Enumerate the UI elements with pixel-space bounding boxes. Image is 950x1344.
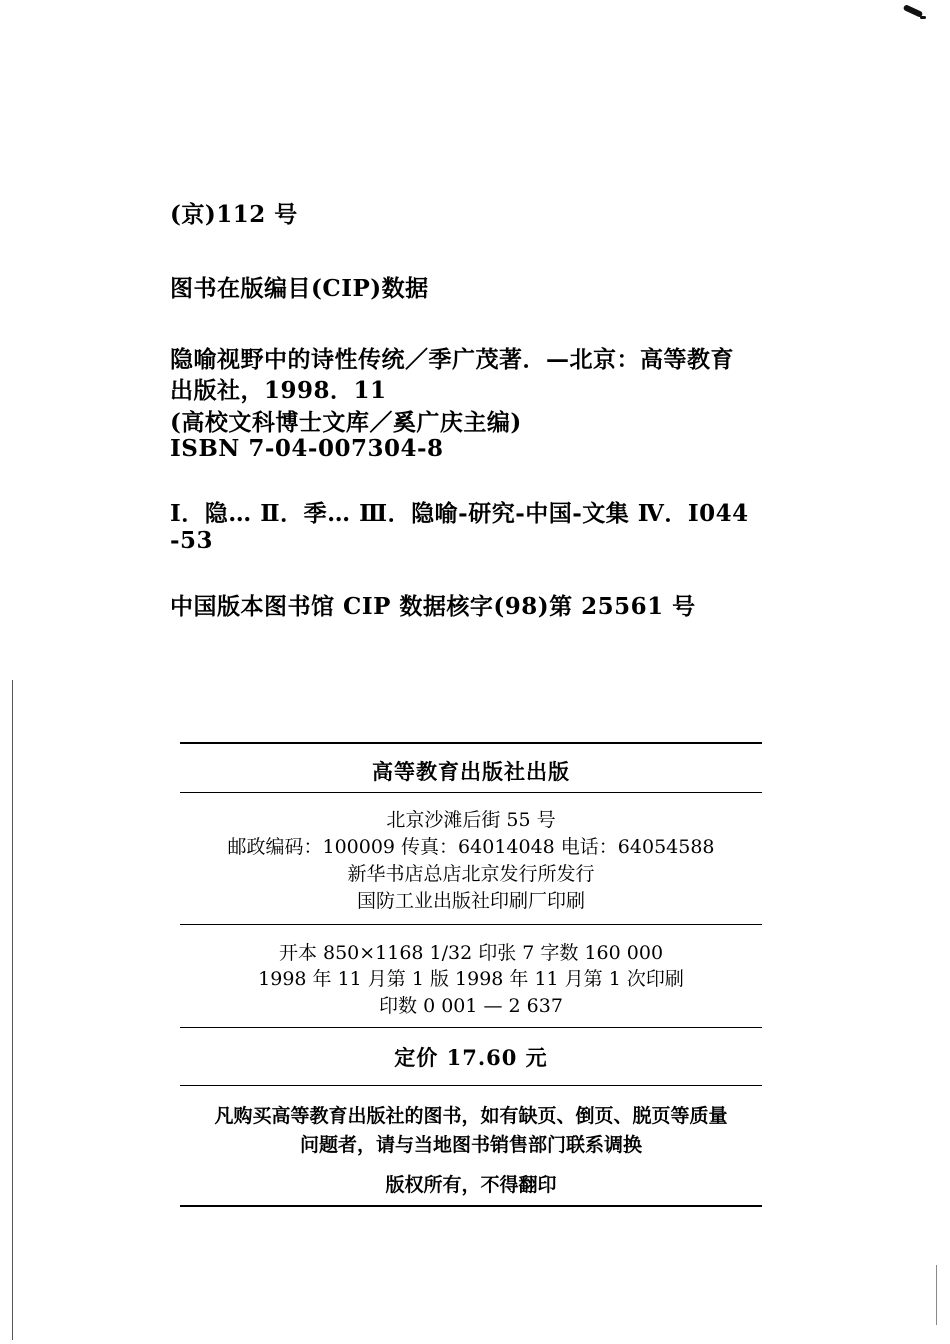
scan-margin-line	[12, 680, 13, 1340]
replacement-notice: 凡购买高等教育出版社的图书，如有缺页、倒页、脱页等质量	[214, 1105, 728, 1127]
permit-number: (京)112 号	[170, 201, 298, 228]
edition-line: 1998 年 11 月第 1 版 1998 年 11 月第 1 次印刷	[258, 968, 684, 990]
format-line: 开本 850×1168 1/32 印张 7 字数 160 000	[278, 942, 664, 964]
isbn: ISBN 7-04-007304-8	[170, 435, 444, 462]
printer-line: 国防工业出版社印刷厂印刷	[356, 890, 585, 912]
scan-margin-line	[936, 1265, 937, 1325]
cip-entry-line: 出版社，1998．11	[170, 377, 387, 404]
copyright-notice: 版权所有，不得翻印	[385, 1174, 557, 1196]
print-run-line: 印数 0 001 — 2 637	[379, 995, 563, 1017]
publisher-address: 北京沙滩后街 55 号	[386, 809, 556, 831]
cip-heading: 图书在版编目(CIP)数据	[170, 275, 429, 302]
price-line: 定价 17.60 元	[394, 1045, 548, 1070]
cip-entry-line: 隐喻视野中的诗性传统／季广茂著．—北京：高等教育	[170, 346, 734, 373]
colophon-rule	[180, 792, 762, 793]
subject-headings-cont: -53	[170, 527, 214, 554]
colophon-rule	[180, 1027, 762, 1028]
colophon-rule	[180, 1085, 762, 1086]
colophon-rule	[180, 924, 762, 925]
distributor-line: 新华书店总店北京发行所发行	[347, 863, 595, 885]
publisher-line: 高等教育出版社出版	[372, 759, 570, 784]
cip-verification: 中国版本图书馆 CIP 数据核字(98)第 25561 号	[170, 593, 696, 620]
scan-smudge	[920, 16, 926, 19]
replacement-notice-cont: 问题者，请与当地图书销售部门联系调换	[299, 1134, 642, 1156]
publisher-contact: 邮政编码：100009 传真：64014048 电话：64054588	[227, 836, 715, 858]
colophon-bottom-rule	[180, 1205, 762, 1207]
cip-series-line: (高校文科博士文库／奚广庆主编)	[170, 409, 522, 436]
colophon-top-rule	[180, 742, 762, 744]
subject-headings: Ⅰ．隐… Ⅱ．季… Ⅲ．隐喻-研究-中国-文集 Ⅳ．I044	[170, 500, 749, 527]
